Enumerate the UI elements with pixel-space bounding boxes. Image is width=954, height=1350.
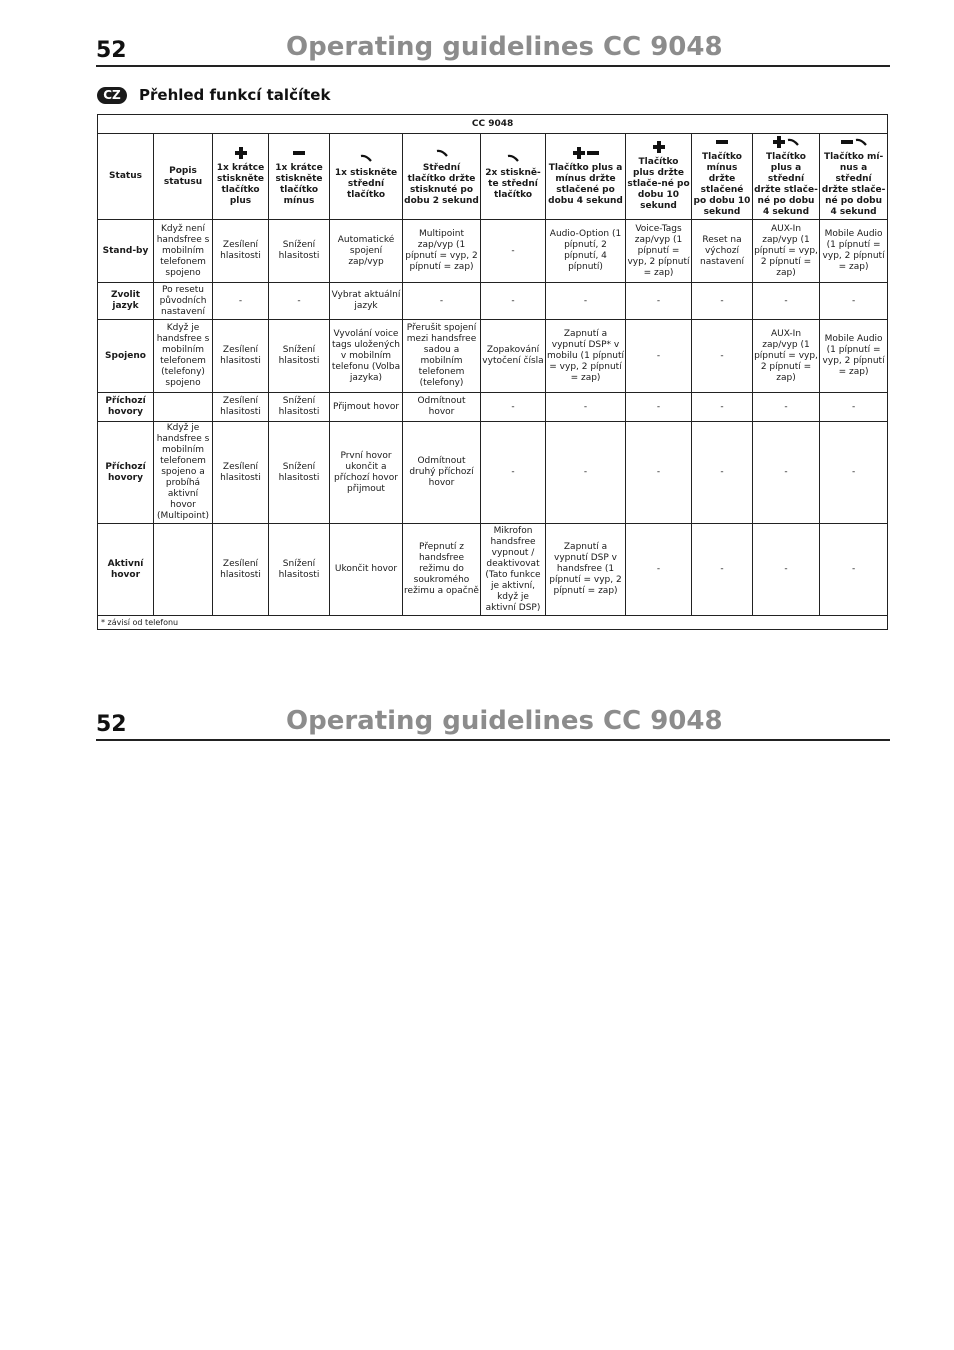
minus-icon bbox=[270, 147, 328, 161]
table-cell: - bbox=[626, 320, 692, 393]
table-cell: Mobile Audio (1 pípnutí = vyp, 2 pípnutí = zap) bbox=[820, 320, 888, 393]
page-number: 52 bbox=[96, 38, 127, 63]
table-cell: Vyvolání voice tags uložených v mobilním telefonu (Volba jazyka) bbox=[330, 320, 403, 393]
table-cell: Ukončit hovor bbox=[330, 524, 403, 616]
table-cell: - bbox=[753, 393, 820, 422]
page-number: 52 bbox=[96, 712, 127, 737]
table-cell: - bbox=[546, 283, 626, 320]
column-header bbox=[403, 134, 481, 220]
plus-icon bbox=[214, 147, 267, 161]
page-header-repeat bbox=[96, 706, 890, 741]
row-status: Zvolit jazyk bbox=[98, 283, 154, 320]
footnote-row bbox=[98, 616, 888, 630]
table-cell: První hovor ukončit a příchozí hovor přijmout bbox=[330, 422, 403, 524]
table-cell: Snížení hlasitosti bbox=[269, 320, 330, 393]
table-cell: - bbox=[481, 220, 546, 283]
table-cell: Audio-Option (1 pípnutí, 2 pípnutí, 4 pípnutí) bbox=[546, 220, 626, 283]
table-cell: Zesílení hlasitosti bbox=[213, 422, 269, 524]
table-cell: Zapnutí a vypnutí DSP* v mobilu (1 pípnutí = vyp, 2 pípnutí = zap) bbox=[546, 320, 626, 393]
column-header bbox=[330, 134, 403, 220]
row-status: Příchozí hovory bbox=[98, 393, 154, 422]
column-header bbox=[820, 134, 888, 220]
table-cell: Snížení hlasitosti bbox=[269, 393, 330, 422]
footnote: * závisí od telefonu bbox=[98, 616, 888, 630]
table-cell: - bbox=[481, 393, 546, 422]
table-cell: - bbox=[820, 283, 888, 320]
table-cell: Mobile Audio (1 pípnutí = vyp, 2 pípnutí = zap) bbox=[820, 220, 888, 283]
column-header-label: Popis statusu bbox=[163, 165, 203, 187]
column-header-label: Tlačítko plus držte stlače-né po dobu 10 sekund bbox=[627, 157, 690, 211]
table-cell: Přijmout hovor bbox=[330, 393, 403, 422]
table-cell: - bbox=[692, 320, 753, 393]
table-cell: Vybrat aktuální jazyk bbox=[330, 283, 403, 320]
table-cell: - bbox=[753, 422, 820, 524]
column-header bbox=[98, 134, 154, 220]
table-cell: Přerušit spojení mezi handsfree sadou a mobilním telefonem (telefony) bbox=[403, 320, 481, 393]
table-cell: Automatické spojení zap/vyp bbox=[330, 220, 403, 283]
middle-button-icon bbox=[404, 147, 479, 161]
table-cell: - bbox=[692, 393, 753, 422]
page-title: Operating guidelines CC 9048 bbox=[286, 32, 723, 62]
table-cell: - bbox=[626, 393, 692, 422]
table-cell: Zesílení hlasitosti bbox=[213, 393, 269, 422]
table-cell: - bbox=[403, 283, 481, 320]
table-cell: AUX-In zap/vyp (1 pípnutí = vyp, 2 pípnutí = zap) bbox=[753, 320, 820, 393]
table-cell: - bbox=[692, 283, 753, 320]
row-status: Aktivní hovor bbox=[98, 524, 154, 616]
table-row bbox=[98, 422, 888, 524]
table-cell: Zesílení hlasitosti bbox=[213, 220, 269, 283]
table-row bbox=[98, 320, 888, 393]
language-badge: CZ bbox=[97, 87, 127, 104]
column-header bbox=[213, 134, 269, 220]
table-cell: Zopakování vytočení čísla bbox=[481, 320, 546, 393]
table-cell bbox=[154, 393, 213, 422]
column-header-label: Tlačítko plus a střední držte stlače-né po dobu 4 sekund bbox=[754, 151, 818, 217]
page-header bbox=[96, 32, 890, 67]
table-row bbox=[98, 393, 888, 422]
column-header-label: 1x stiskněte střední tlačítko bbox=[334, 168, 398, 200]
table-cell: - bbox=[626, 524, 692, 616]
minus-middle-icon bbox=[821, 136, 886, 150]
table-cell: Snížení hlasitosti bbox=[269, 220, 330, 283]
column-header bbox=[546, 134, 626, 220]
table-header-row bbox=[98, 134, 888, 220]
table-cell: - bbox=[546, 422, 626, 524]
table-cell: Když není handsfree s mobilním telefonem spojeno bbox=[154, 220, 213, 283]
table-cell: Když je handsfree s mobilním telefonem spojeno a probíhá aktivní hovor (Multipoint) bbox=[154, 422, 213, 524]
table-caption-row bbox=[98, 115, 888, 134]
section-title: Přehled funkcí talčítek bbox=[139, 86, 331, 104]
table-cell: Multipoint zap/vyp (1 pípnutí = vyp, 2 pípnutí = zap) bbox=[403, 220, 481, 283]
table-cell: - bbox=[692, 524, 753, 616]
column-header bbox=[692, 134, 753, 220]
table-cell: - bbox=[692, 422, 753, 524]
middle-button-icon bbox=[331, 152, 401, 166]
table-cell: - bbox=[820, 524, 888, 616]
table-cell: - bbox=[213, 283, 269, 320]
table-cell: - bbox=[626, 283, 692, 320]
table-cell: - bbox=[626, 422, 692, 524]
minus-icon bbox=[693, 136, 751, 150]
table-cell: AUX-In zap/vyp (1 pípnutí = vyp, 2 pípnutí = zap) bbox=[753, 220, 820, 283]
column-header-label: 1x krátce stiskněte tlačítko mínus bbox=[275, 162, 323, 206]
column-header-label: Tlačítko mínus držte stlačené po dobu 10 sekund bbox=[693, 151, 751, 217]
table-cell: Odmítnout hovor bbox=[403, 393, 481, 422]
table-cell: - bbox=[753, 283, 820, 320]
plus-minus-icon bbox=[547, 147, 624, 161]
column-header-label: Status bbox=[109, 171, 142, 181]
table-cell: Zesílení hlasitosti bbox=[213, 524, 269, 616]
column-header-label: 1x krátce stiskněte tlačítko plus bbox=[216, 162, 265, 206]
row-status: Spojeno bbox=[98, 320, 154, 393]
table-cell: Reset na výchozí nastavení bbox=[692, 220, 753, 283]
table-cell: Když je handsfree s mobilním telefonem (telefony) spojeno bbox=[154, 320, 213, 393]
table-cell: - bbox=[269, 283, 330, 320]
plus-icon bbox=[627, 141, 690, 155]
section-heading bbox=[97, 84, 330, 106]
middle-button-icon bbox=[482, 152, 544, 166]
table-cell: Voice-Tags zap/vyp (1 pípnutí = vyp, 2 pípnutí = zap) bbox=[626, 220, 692, 283]
table-row bbox=[98, 283, 888, 320]
column-header-label: Tlačítko plus a mínus držte stlačené po dobu 4 sekund bbox=[548, 162, 623, 206]
table-cell: Zapnutí a vypnutí DSP v handsfree (1 pípnutí = vyp, 2 pípnutí = zap) bbox=[546, 524, 626, 616]
table-row bbox=[98, 220, 888, 283]
table-cell bbox=[154, 524, 213, 616]
row-status: Příchozí hovory bbox=[98, 422, 154, 524]
table-cell: Přepnutí z handsfree režimu do soukromého režimu a opačně bbox=[403, 524, 481, 616]
column-header-label: 2x stiskně-te střední tlačítko bbox=[485, 168, 541, 200]
table-cell: - bbox=[753, 524, 820, 616]
table-cell: - bbox=[820, 393, 888, 422]
table-cell: - bbox=[481, 422, 546, 524]
table-cell: Snížení hlasitosti bbox=[269, 422, 330, 524]
table-cell: Zesílení hlasitosti bbox=[213, 320, 269, 393]
plus-middle-icon bbox=[754, 136, 818, 150]
page-title: Operating guidelines CC 9048 bbox=[286, 706, 723, 736]
column-header bbox=[154, 134, 213, 220]
column-header bbox=[626, 134, 692, 220]
row-status: Stand-by bbox=[98, 220, 154, 283]
table-cell: Odmítnout druhý příchozí hovor bbox=[403, 422, 481, 524]
column-header-label: Tlačítko mí-nus a střední držte stlače-né po dobu 4 sekund bbox=[821, 151, 886, 217]
column-header bbox=[481, 134, 546, 220]
table-caption: CC 9048 bbox=[98, 115, 888, 134]
button-function-table bbox=[97, 114, 888, 630]
table-cell: - bbox=[820, 422, 888, 524]
table-row bbox=[98, 524, 888, 616]
table-cell: Mikrofon handsfree vypnout / deaktivovat (Tato funkce je aktivní, když je aktivní DSP) bbox=[481, 524, 546, 616]
column-header-label: Střední tlačítko držte stisknuté po dobu 2 sekund bbox=[404, 162, 479, 206]
table-cell: Po resetu původních nastavení bbox=[154, 283, 213, 320]
column-header bbox=[753, 134, 820, 220]
table-cell: - bbox=[546, 393, 626, 422]
table-cell: Snížení hlasitosti bbox=[269, 524, 330, 616]
column-header bbox=[269, 134, 330, 220]
table-cell: - bbox=[481, 283, 546, 320]
